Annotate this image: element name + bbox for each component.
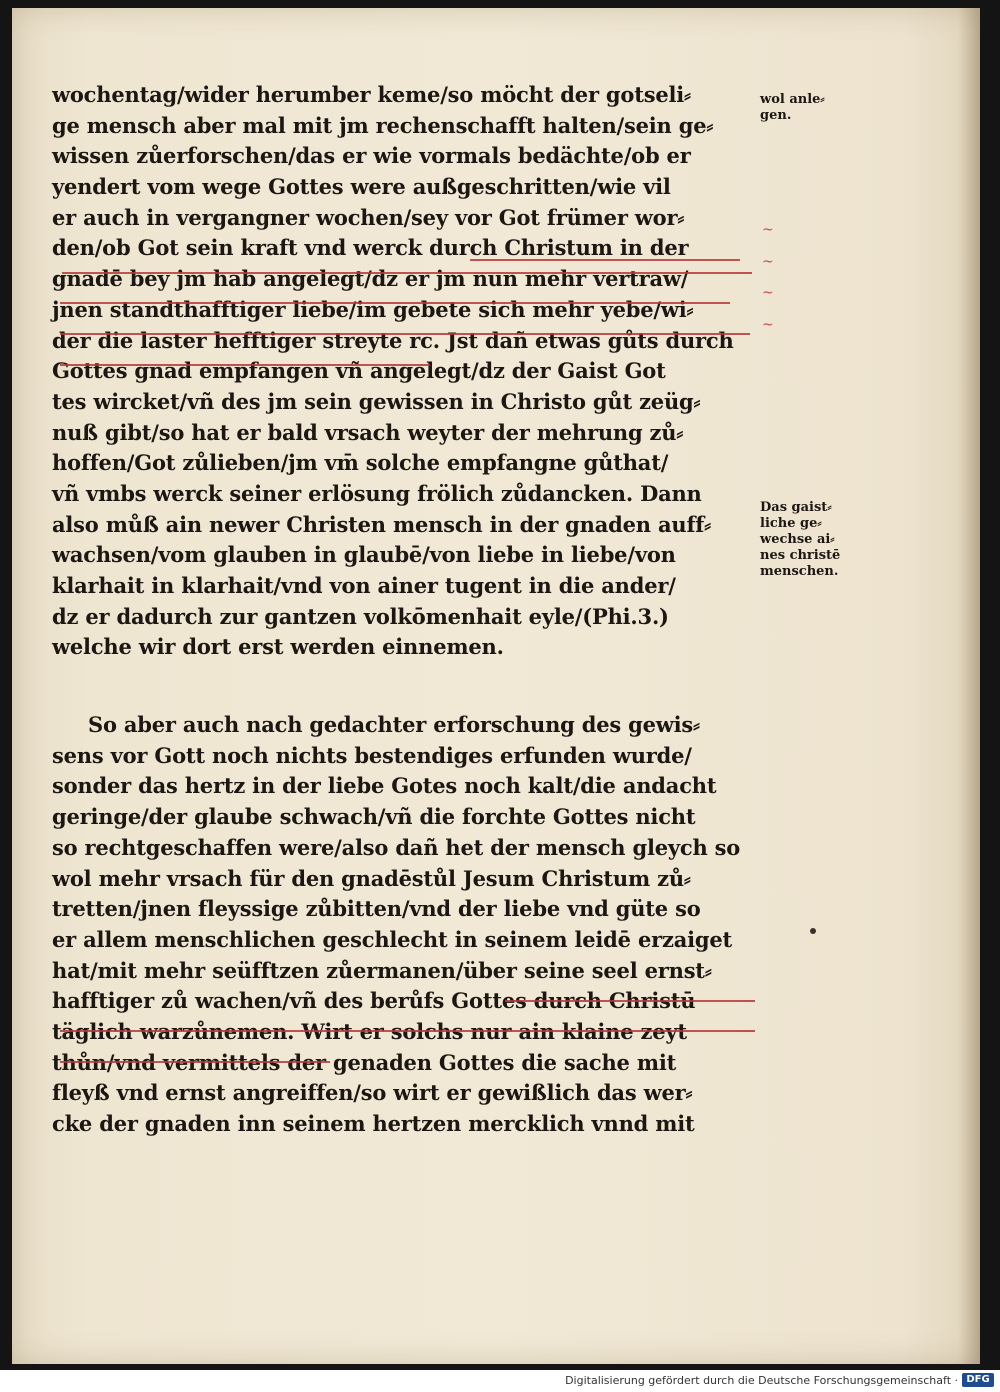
text-line: geringe/der glaube schwach/vñ die forchte Gottes nicht — [52, 804, 696, 830]
text-line: tretten/jnen fleyssige zůbitten/vnd der liebe vnd güte so — [52, 896, 701, 922]
text-line: yendert vom wege Gottes were außgeschritten/wie vil — [52, 174, 671, 200]
text-line: hoffen/Got zůlieben/jm vm̄ solche empfangne gůthat/ — [52, 450, 669, 476]
text-line: jnen standthafftiger liebe/im gebete sich mehr yebe/wi⸗ — [52, 296, 694, 322]
text-line: er auch in vergangner wochen/sey vor Got frümer wor⸗ — [52, 204, 685, 230]
ink-dot-mark — [810, 928, 816, 934]
text-line: sens vor Gott noch nichts bestendiges erfunden wurde/ — [52, 742, 692, 768]
margin-note-gaistliche-gewechse — [760, 500, 880, 580]
red-underline — [60, 1061, 330, 1063]
red-underline — [60, 1030, 755, 1032]
text-line: dz er dadurch zur gantzen volkōmenhait eyle/(Phi.3.) — [52, 603, 669, 629]
text-line: den/ob Got sein kraft vnd werck durch Christum in der — [52, 235, 689, 261]
text-line: klarhait in klarhait/vnd von ainer tugent in die ander/ — [52, 573, 676, 598]
text-line: wissen zůerforschen/das er wie vormals bedächte/ob er — [52, 143, 691, 169]
red-underline — [60, 333, 750, 335]
main-text-block — [52, 80, 752, 1140]
red-margin-mark: ~ — [762, 222, 774, 238]
text-line: gnadē bey jm hab angelegt/dz er jm nun mehr vertraw/ — [52, 266, 689, 292]
text-line: vñ vmbs werck seiner erlösung frölich zůdancken. Dann — [52, 480, 702, 506]
digitization-footer — [0, 1370, 1000, 1392]
dfg-logo: DFG — [962, 1373, 994, 1387]
text-line: wachsen/vom glauben in glaubē/von liebe in liebe/von — [52, 542, 676, 568]
text-line: der die laster hefftiger streyte rc. Jst dañ etwas gůts durch — [52, 327, 734, 353]
red-margin-mark: ~ — [762, 285, 774, 301]
text-line: wochentag/wider herumber keme/so möcht der gotseli⸗ — [52, 82, 691, 107]
text-line: cke der gnaden inn seinem hertzen mercklich vnnd mit — [52, 1111, 695, 1136]
margin-note-wol-anlegen — [760, 92, 880, 124]
margin-note-line: menschen. — [760, 564, 839, 579]
text-line: wol mehr vrsach für den gnadēstůl Jesum Christum zů⸗ — [52, 865, 691, 891]
red-underline — [60, 302, 730, 304]
red-underline — [470, 259, 740, 261]
text-line: täglich warzůnemen. Wirt er solchs nur ain klaine zeyt — [52, 1018, 687, 1044]
text-line: hat/mit mehr seüfftzen zůermanen/über seine seel ernst⸗ — [52, 957, 712, 983]
text-line: er allem menschlichen geschlecht in seinem leidē erzaiget — [52, 926, 733, 952]
text-line: thůn/vnd vermittels der genaden Gottes die sache mit — [52, 1049, 677, 1075]
text-line: also můß ain newer Christen mensch in der gnaden auff⸗ — [52, 511, 711, 537]
text-line: sonder das hertz in der liebe Gotes noch kalt/die andacht — [52, 773, 717, 799]
margin-note-line: nes christē — [760, 548, 841, 563]
margin-note-line: liche ge⸗ — [760, 516, 822, 531]
text-line: hafftiger zů wachen/vñ des berůfs Gottes durch Christū — [52, 988, 696, 1014]
text-line: so rechtgeschaffen were/also dañ het der mensch gleych so — [52, 834, 741, 860]
text-line: ge mensch aber mal mit jm rechenschafft halten/sein ge⸗ — [52, 112, 714, 138]
red-margin-mark: ~ — [762, 254, 774, 270]
margin-note-line: gen. — [760, 108, 792, 123]
text-line: welche wir dort erst werden einnemen. — [52, 634, 504, 660]
text-line: nuß gibt/so hat er bald vrsach weyter der mehrung zů⸗ — [52, 419, 684, 445]
text-line: So aber auch nach gedachter erforschung des gewis⸗ — [88, 712, 700, 738]
text-line: Gottes gnad empfangen vñ angelegt/dz der Gaist Got — [52, 358, 666, 384]
margin-note-line: wol anle⸗ — [760, 92, 825, 107]
red-underline — [62, 272, 752, 274]
paragraph-1 — [52, 80, 752, 663]
red-underline — [60, 364, 430, 366]
paragraph-2 — [52, 710, 752, 1140]
red-underline — [505, 1000, 755, 1002]
footer-credit: Digitalisierung gefördert durch die Deutsche Forschungsgemeinschaft · — [565, 1374, 958, 1387]
text-line: fleyß vnd ernst angreiffen/so wirt er gewißlich das wer⸗ — [52, 1080, 693, 1106]
text-line: tes wircket/vñ des jm sein gewissen in Christo gůt zeüg⸗ — [52, 388, 701, 414]
margin-note-line: Das gaist⸗ — [760, 500, 832, 515]
margin-note-line: wechse ai⸗ — [760, 532, 835, 547]
page-edge-shadow — [958, 8, 980, 1364]
paragraph-gap — [52, 663, 752, 710]
red-margin-mark: ~ — [762, 317, 774, 333]
